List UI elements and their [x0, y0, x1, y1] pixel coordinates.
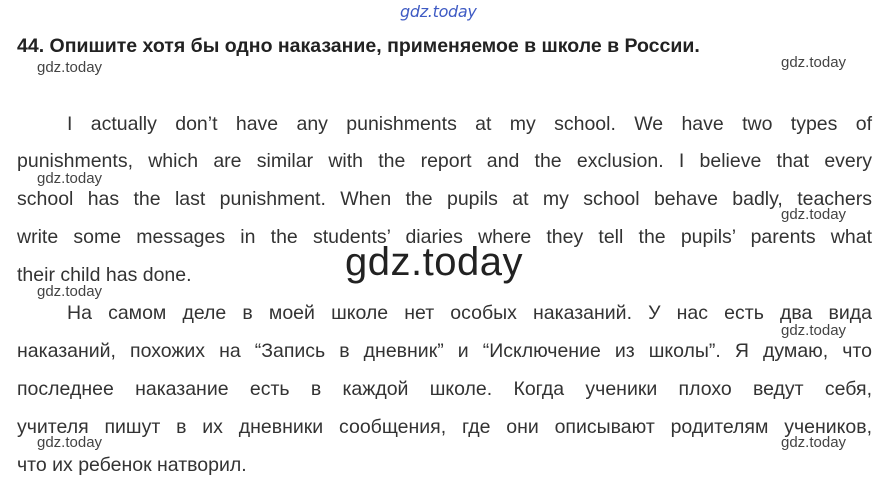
watermark-small: gdz.today [37, 170, 103, 187]
watermark-small: gdz.today [37, 434, 103, 451]
paragraph-line: their child has done. [17, 264, 192, 286]
paragraph-line: I actually don’t have any punishments at my school. We have two types of [67, 113, 872, 135]
paragraph-line: write some messages in the students’ diaries where they tell the pupils’ parents what [17, 226, 872, 248]
exercise-heading: 44. Опишите хотя бы одно наказание, применяемое в школе в России. [17, 35, 700, 57]
paragraph-line: наказаний, похожих на “Запись в дневник” и “Исключение из школы”. Я думаю, что [17, 340, 872, 362]
paragraph-line: punishments, which are similar with the report and the exclusion. I believe that every [17, 150, 872, 172]
paragraph-line: school has the last punishment. When the pupils at my school behave badly, teachers [17, 188, 872, 210]
paragraph-line: На самом деле в моей школе нет особых наказаний. У нас есть два вида [67, 302, 872, 324]
watermark-small: gdz.today [37, 283, 103, 300]
paragraph-line: последнее наказание есть в каждой школе. Когда ученики плохо ведут себя, [17, 378, 872, 400]
watermark-small: gdz.today [781, 206, 847, 223]
watermark-small: gdz.today [781, 434, 847, 451]
paragraph-line: учителя пишут в их дневники сообщения, где они описывают родителям учеников, [17, 416, 872, 438]
watermark-small: gdz.today [781, 322, 847, 339]
paragraph-line: что их ребенок натворил. [17, 454, 247, 476]
site-logo: gdz.today [400, 2, 477, 21]
watermark-large: gdz.today [345, 240, 523, 284]
watermark-small: gdz.today [37, 59, 103, 76]
watermark-small: gdz.today [781, 54, 847, 71]
